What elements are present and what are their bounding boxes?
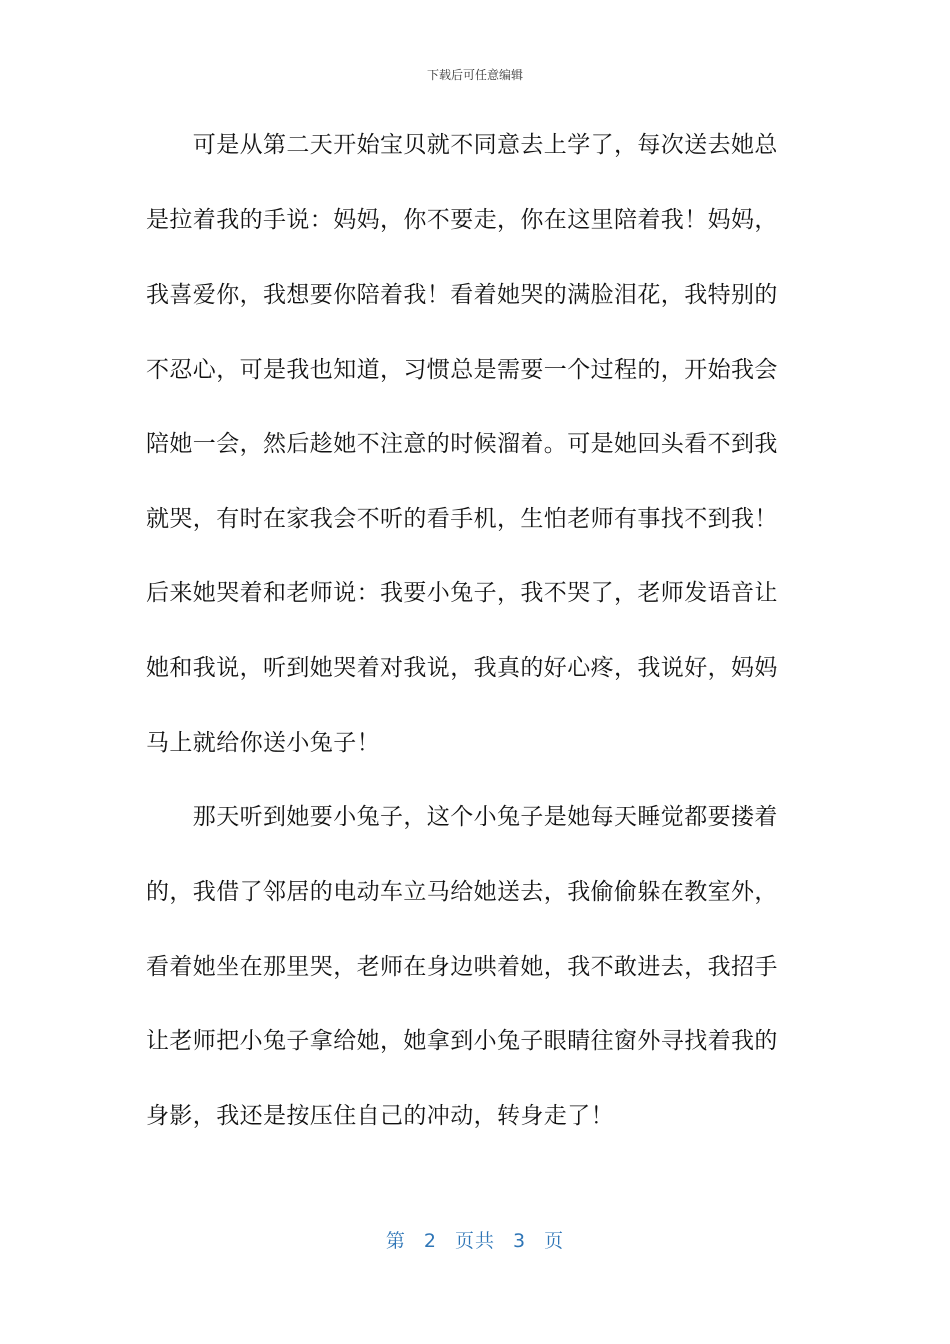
footer-total-pages: 3 bbox=[513, 1230, 527, 1252]
body-line: 让老师把小兔子拿给她，她拿到小兔子眼睛往窗外寻找着我的 bbox=[146, 1028, 778, 1054]
footer-middle: 页共 bbox=[454, 1230, 495, 1252]
body-line: 看着她坐在那里哭，老师在身边哄着她，我不敢进去，我招手 bbox=[146, 954, 778, 980]
body-line: 陪她一会，然后趁她不注意的时候溜着。可是她回头看不到我 bbox=[146, 431, 778, 457]
body-line: 不忍心，可是我也知道，习惯总是需要一个过程的，开始我会 bbox=[146, 357, 778, 383]
body-line: 就哭，有时在家我会不听的看手机，生怕老师有事找不到我！ bbox=[146, 506, 778, 532]
footer-prefix: 第 bbox=[385, 1230, 406, 1252]
body-line: 可是从第二天开始宝贝就不同意去上学了，每次送去她总 bbox=[146, 132, 778, 158]
body-line: 的，我借了邻居的电动车立马给她送去，我偷偷躲在教室外， bbox=[146, 879, 778, 905]
body-line: 那天听到她要小兔子，这个小兔子是她每天睡觉都要搂着 bbox=[146, 804, 778, 830]
body-line: 马上就给你送小兔子！ bbox=[146, 730, 380, 756]
page-header: 下载后可任意编辑 bbox=[426, 68, 523, 82]
body-line: 身影，我还是按压住自己的冲动，转身走了！ bbox=[146, 1103, 614, 1129]
footer-suffix: 页 bbox=[544, 1230, 565, 1252]
footer-current-page: 2 bbox=[423, 1230, 437, 1252]
body-line: 是拉着我的手说：妈妈，你不要走，你在这里陪着我！妈妈， bbox=[146, 207, 778, 233]
body-line: 后来她哭着和老师说：我要小兔子，我不哭了，老师发语音让 bbox=[146, 580, 778, 606]
body-line: 她和我说，听到她哭着对我说，我真的好心疼，我说好，妈妈 bbox=[146, 655, 778, 681]
body-line: 我喜爱你，我想要你陪着我！看着她哭的满脸泪花，我特别的 bbox=[146, 282, 778, 308]
page-footer bbox=[0, 1226, 950, 1253]
